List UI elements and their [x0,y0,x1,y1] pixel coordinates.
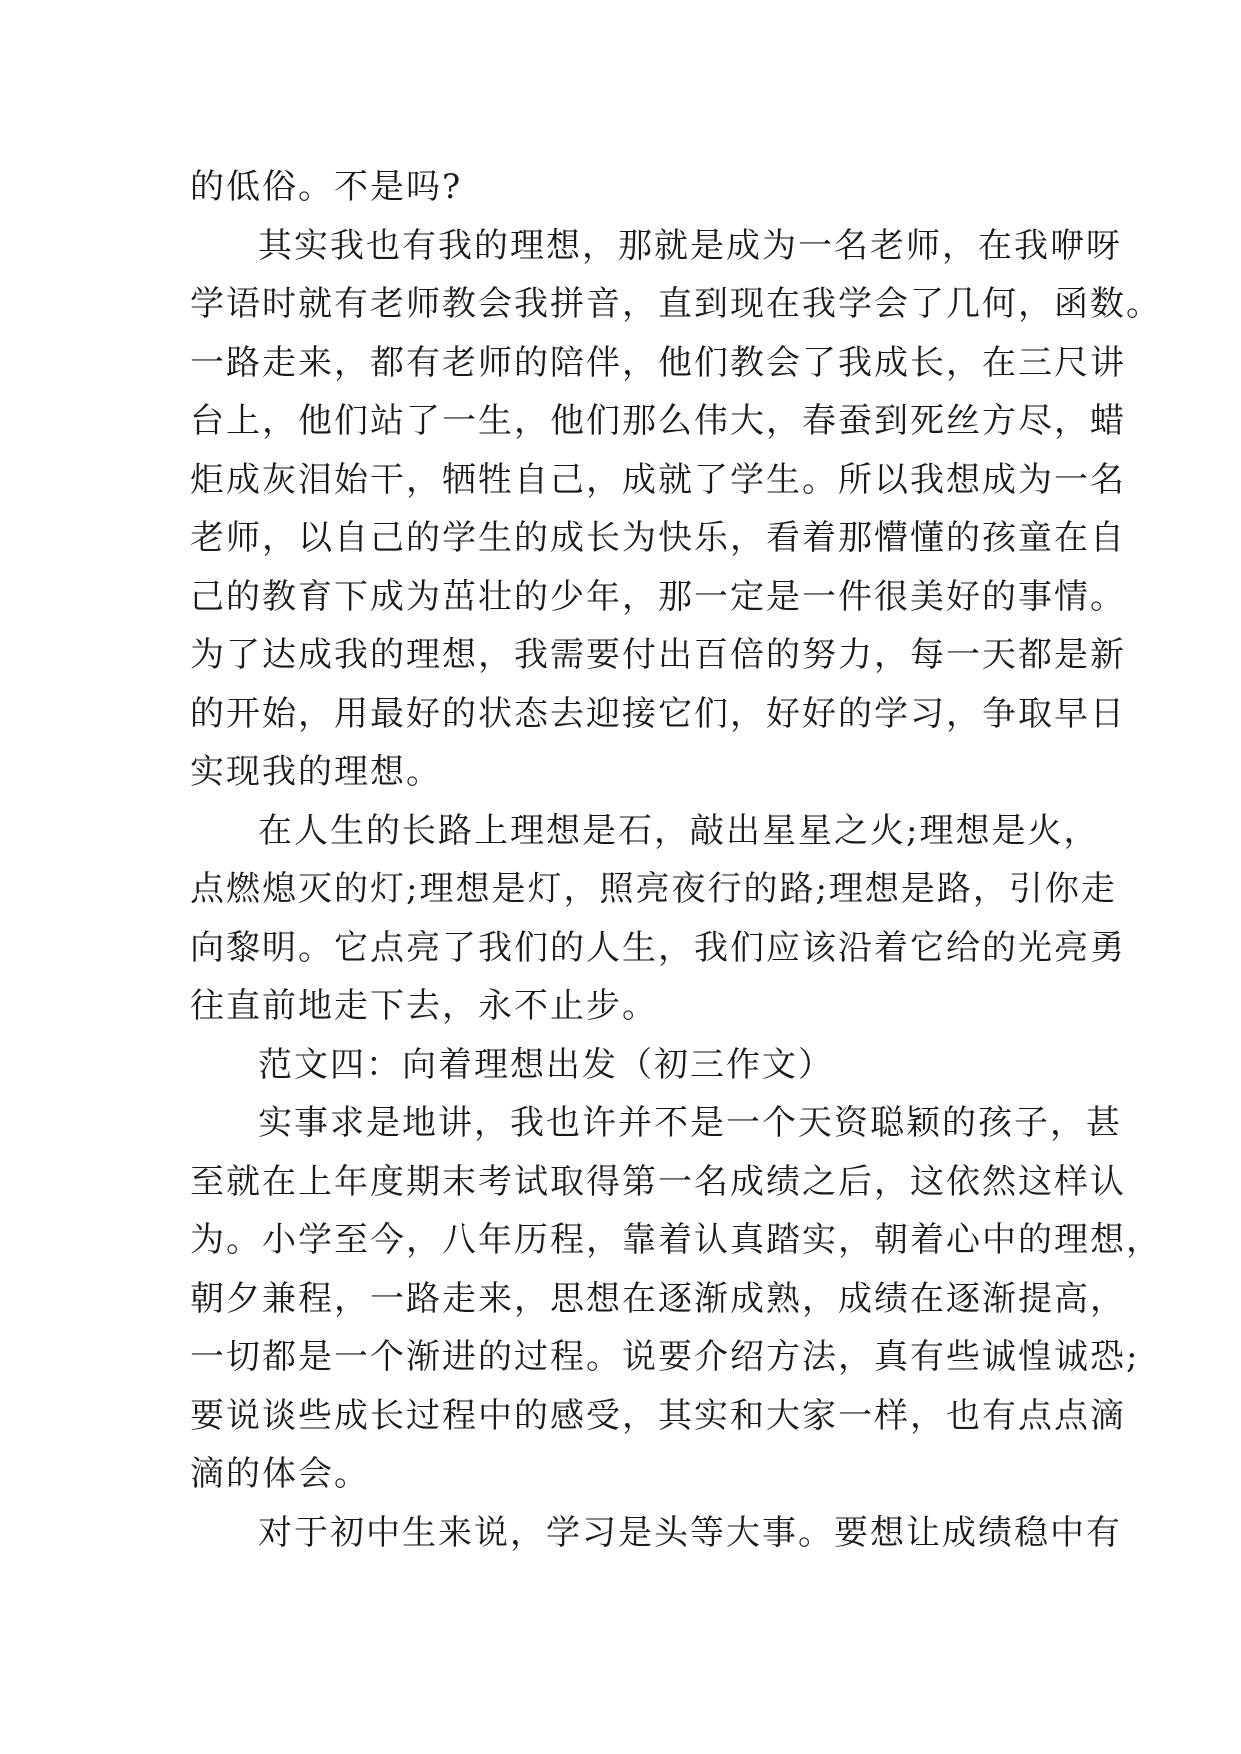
text-line: 范文四：向着理想出发（初三作文） [258,1044,834,1085]
text-line: 炬成灰泪始干，牺牲自己，成就了学生。所以我想成为一名 [190,459,1126,500]
text-line: 滴的体会。 [190,1454,370,1494]
text-line: 其实我也有我的理想，那就是成为一名老师，在我咿呀 [258,225,1122,266]
text-line: 己的教育下成为茁壮的少年，那一定是一件很美好的事情。 [190,576,1126,617]
text-line: 学语时就有老师教会我拼音，直到现在我学会了几何，函数。 [190,284,1162,324]
text-line: 为。小学至今，八年历程，靠着认真踏实，朝着心中的理想， [190,1220,1162,1260]
text-line: 的低俗。不是吗? [190,167,463,207]
text-line: 一路走来，都有老师的陪伴，他们教会了我成长，在三尺讲 [190,342,1126,383]
text-line: 台上，他们站了一生，他们那么伟大，春蚕到死丝方尽，蜡 [190,401,1126,441]
document-body [190,158,1162,1562]
text-line: 实事求是地讲，我也许并不是一个天资聪颖的孩子，甚 [258,1103,1122,1143]
text-line: 对于初中生来说，学习是头等大事。要想让成绩稳中有 [258,1512,1122,1553]
text-line: 至就在上年度期末考试取得第一名成绩之后，这依然这样认 [190,1161,1126,1202]
text-line: 朝夕兼程，一路走来，思想在逐渐成熟，成绩在逐渐提高， [190,1278,1126,1319]
text-line: 点燃熄灭的灯;理想是灯，照亮夜行的路;理想是路，引你走 [190,869,1117,909]
text-line: 要说谈些成长过程中的感受，其实和大家一样，也有点点滴 [190,1395,1126,1436]
text-line: 老师，以自己的学生的成长为快乐，看着那懵懂的孩童在自 [190,518,1126,558]
text-line: 的开始，用最好的状态去迎接它们，好好的学习，争取早日 [190,693,1126,734]
text-line: 一切都是一个渐进的过程。说要介绍方法，真有些诚惶诚恐; [190,1337,1140,1377]
text-line: 向黎明。它点亮了我们的人生，我们应该沿着它给的光亮勇 [190,927,1126,968]
text-line: 为了达成我的理想，我需要付出百倍的努力，每一天都是新 [190,635,1126,675]
text-line: 在人生的长路上理想是石，敲出星星之火;理想是火， [258,810,1100,851]
text-line: 往直前地走下去，永不止步。 [190,986,658,1026]
text-line: 实现我的理想。 [190,752,442,792]
